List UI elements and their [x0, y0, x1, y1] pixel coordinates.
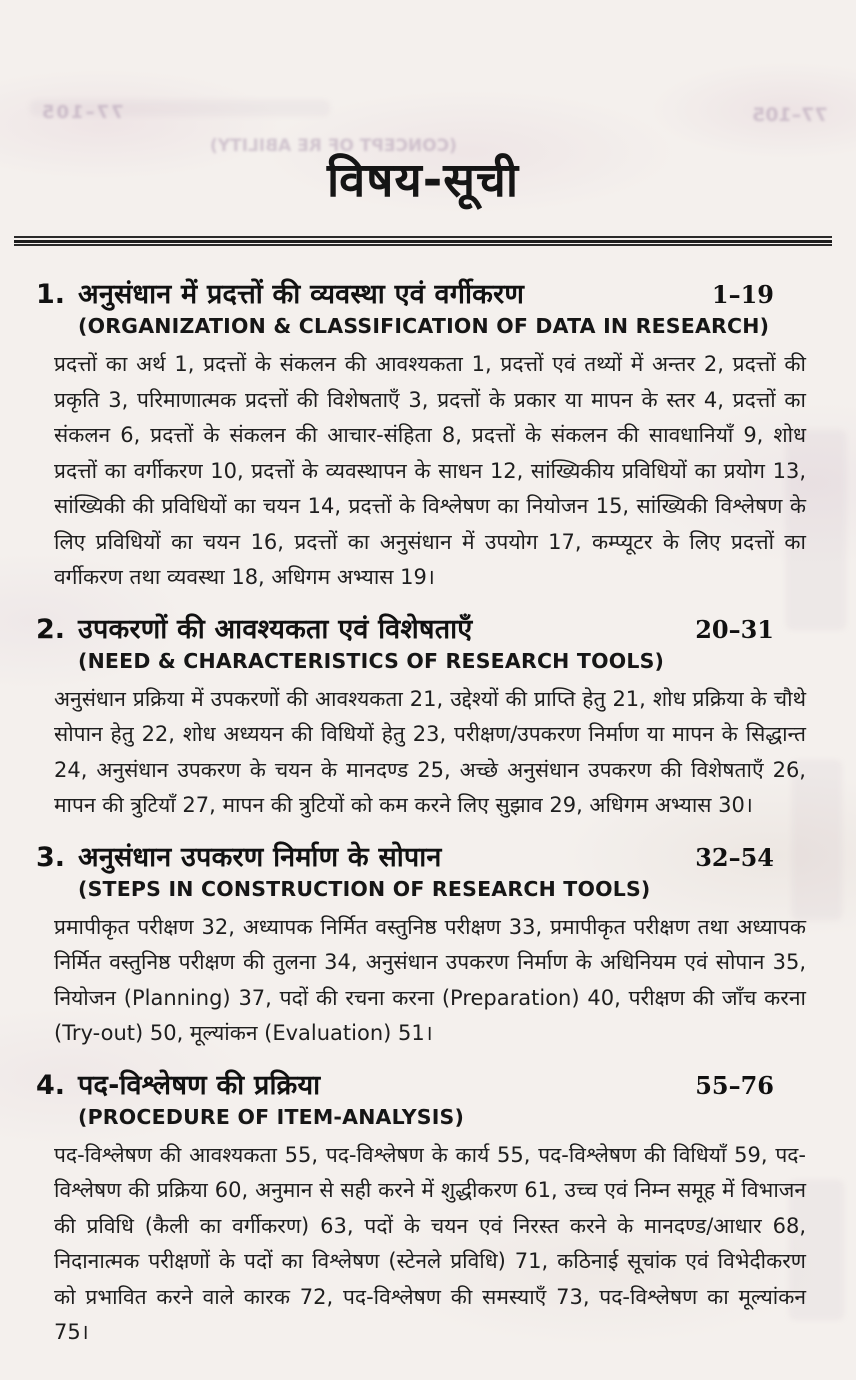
chapter-subtitle-english: (PROCEDURE OF ITEM-ANALYSIS): [78, 1104, 465, 1129]
toc-entry-header: [36, 609, 810, 646]
chapter-number: 4.: [36, 1069, 66, 1101]
chapter-title: अनुसंधान उपकरण निर्माण के सोपान: [78, 841, 442, 873]
chapter-page-range: 20–31: [695, 614, 774, 644]
chapter-topic-list: प्रमापीकृत परीक्षण 32, अध्यापक निर्मित वस्तुनिष्ठ परीक्षण 33, प्रमापीकृत परीक्षण तथा अध्यापक निर्मित वस्तुनिष्ठ परीक्षण की तुलना 34, अनुसंधान उपकरण निर्माण के अधिनियम एवं सोपान 35, नियोजन (Planning) 37, पदों की रचना करना (Preparation) 40, परीक्षण की जाँच करना (Try-out) 50, मूल्यांकन (Evaluation) 51।: [54, 914, 806, 1045]
chapter-topic-list: प्रदत्तों का अर्थ 1, प्रदत्तों के संकलन की आवश्यकता 1, प्रदत्तों एवं तथ्यों में अन्तर 2, प्रदत्तों की प्रकृति 3, परिमाणात्मक प्रदत्तों की विशेषताएँ 3, प्रदत्तों के प्रकार या मापन के स्तर 4, प्रदत्तों का संकलन 6, प्रदत्तों के संकलन की आचार-संहिता 8, प्रदत्तों के संकलन की सावधानियाँ 9, शोध प्रदत्तों का वर्गीकरण 10, प्रदत्तों के व्यवस्थापन के साधन 12, सांख्यिकीय प्रविधियों का प्रयोग 13, सांख्यिकी की प्रविधियों का चयन 14, प्रदत्तों के विश्लेषण का नियोजन 15, सांख्यिकी विश्लेषण के लिए प्रविधियों का चयन 16, प्रदत्तों का अनुसंधान में उपयोग 17, कम्प्यूटर के लिए प्रदत्तों का वर्गीकरण तथा व्यवस्था 18, अधिगम अभ्यास 19।: [54, 352, 806, 589]
table-of-contents: [36, 274, 810, 1351]
chapter-number: 2.: [36, 613, 66, 645]
chapter-number: 1.: [36, 279, 66, 310]
chapter-topic-list: अनुसंधान प्रक्रिया में उपकरणों की आवश्यकता 21, उद्देश्यों की प्राप्ति हेतु 21, शोध प्रक्रिया के चौथे सोपान हेतु 22, शोध अध्ययन की विधियों हेतु 23, परीक्षण/उपकरण निर्माण या मापन के सिद्धान्त 24, अनुसंधान उपकरण के चयन के मानदण्ड 25, अच्छे अनुसंधान उपकरण की विशेषताएँ 26, मापन की त्रुटियाँ 27, मापन की त्रुटियों को कम करने लिए सुझाव 29, अधिगम अभ्यास 30।: [54, 686, 806, 817]
chapter-topic-list: पद-विश्लेषण की आवश्यकता 55, पद-विश्लेषण के कार्य 55, पद-विश्लेषण की विधियाँ 59, पद-विश्लेषण की प्रक्रिया 60, अनुमान से सही करने में शुद्धीकरण 61, उच्च एवं निम्न समूह में विभाजन की प्रविधि (कैली का वर्गीकरण) 63, पदों के चयन एवं निरस्त करने के मानदण्ड/आधार 68, निदानात्मक परीक्षणों के पदों का विश्लेषण (स्टेनले प्रविधि) 71, कठिनाई सूचांक एवं विभेदीकरण को प्रभावित करने वाले कारक 72, पद-विश्लेषण की समस्याएँ 73, पद-विश्लेषण का मूल्यांकन 75।: [54, 1142, 806, 1344]
chapter-page-range: 55–76: [695, 1070, 774, 1100]
toc-entry: [36, 1065, 810, 1351]
toc-entry: [36, 837, 810, 1052]
bleedthrough-caption: (CONCEPT OF RE ABILITY): [210, 136, 457, 156]
chapter-subtitle-english: (ORGANIZATION & CLASSIFICATION OF DATA IN RESEARCH): [78, 314, 770, 338]
chapter-subtitle-english: (NEED & CHARACTERISTICS OF RESEARCH TOOLS): [78, 648, 665, 673]
toc-entry: [36, 609, 810, 824]
title-divider: [14, 236, 832, 246]
chapter-title: अनुसंधान में प्रदत्तों की व्यवस्था एवं वर्गीकरण: [78, 279, 525, 310]
bleedthrough-title-line: 77–105: [40, 102, 124, 123]
chapter-title: उपकरणों की आवश्यकता एवं विशेषताएँ: [78, 613, 473, 645]
bleedthrough-smudge: [30, 100, 330, 116]
toc-entry-header: [36, 837, 810, 874]
chapter-subtitle-english: (STEPS IN CONSTRUCTION OF RESEARCH TOOLS): [78, 876, 651, 901]
page-title: विषय-सूची: [326, 153, 520, 208]
bleedthrough-page-range: 77–105: [752, 104, 828, 126]
chapter-title: पद-विश्लेषण की प्रक्रिया: [78, 1069, 321, 1101]
toc-entry-header: [36, 1065, 810, 1102]
toc-entry: [36, 274, 810, 596]
chapter-number: 3.: [36, 841, 66, 873]
toc-entry-header: [36, 274, 810, 311]
chapter-page-range: 32–54: [695, 842, 774, 872]
chapter-page-range: 1–19: [711, 280, 774, 309]
